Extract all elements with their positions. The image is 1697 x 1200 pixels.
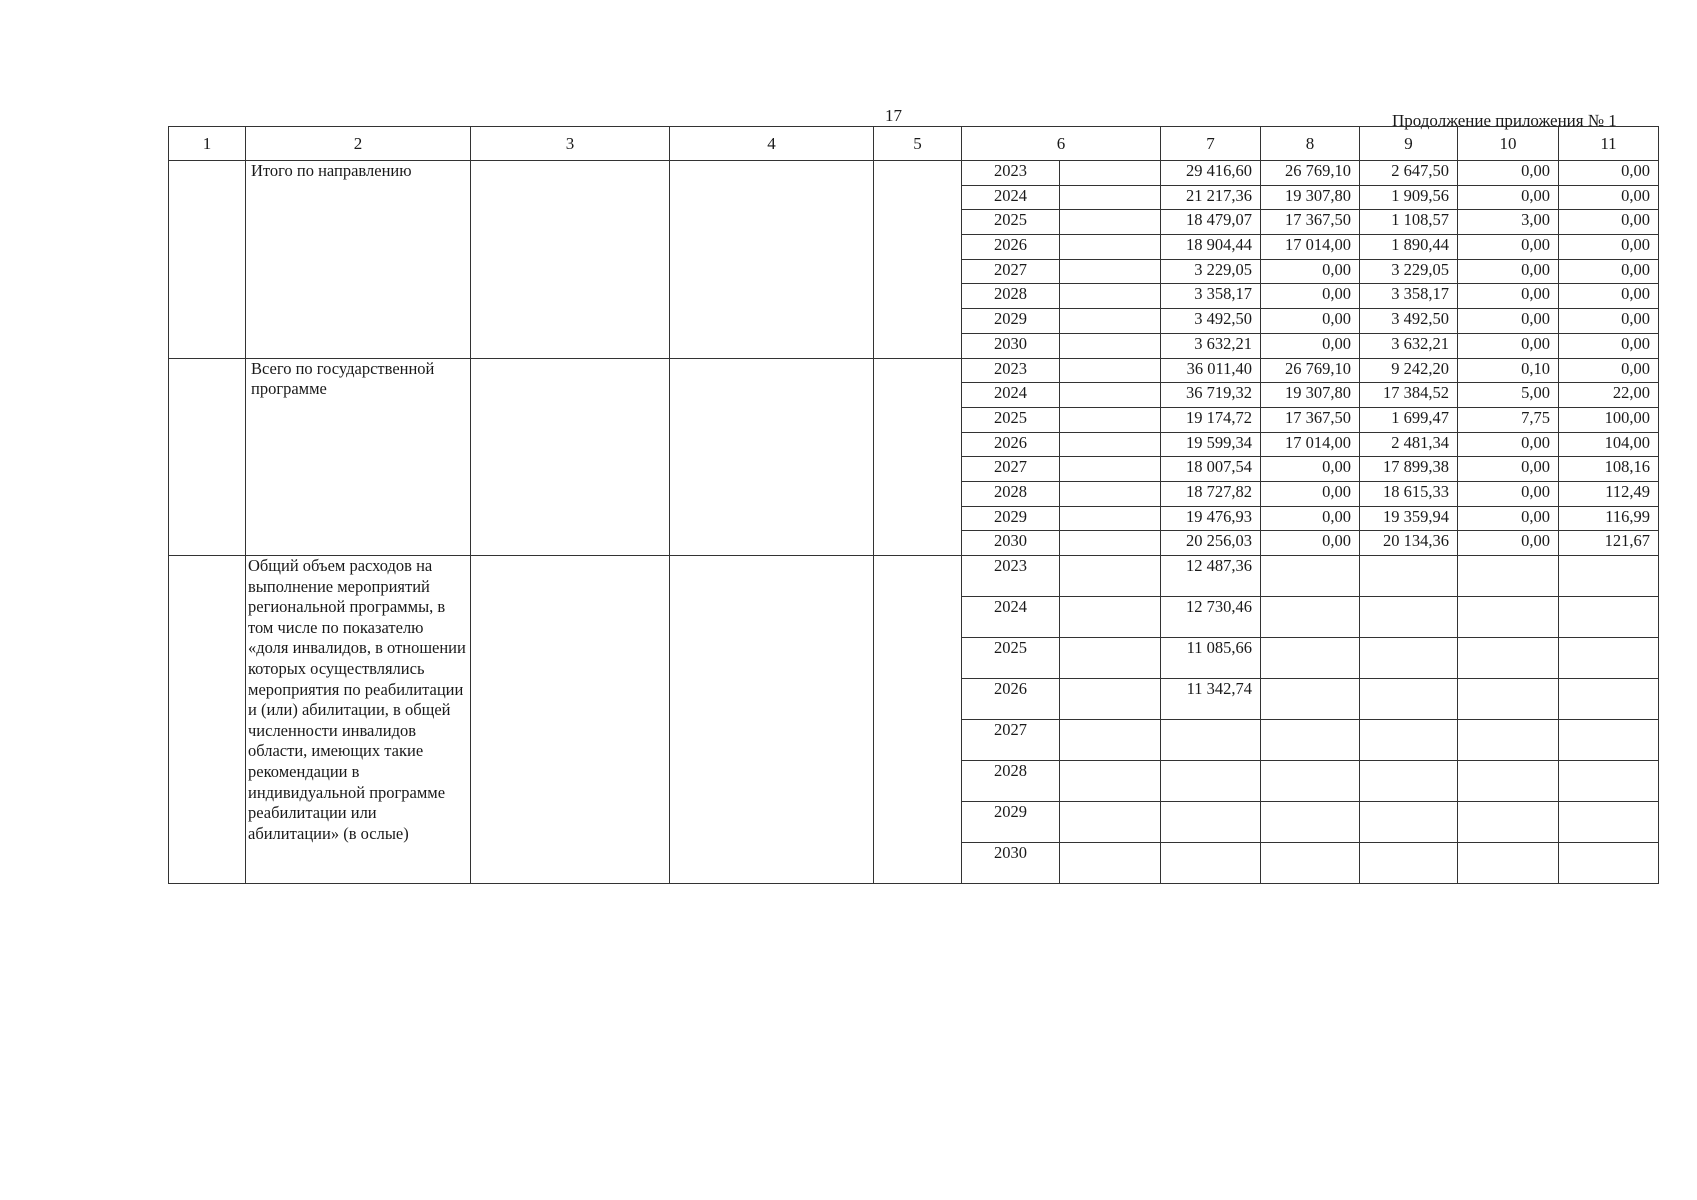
column-header: 9 xyxy=(1360,127,1458,161)
year-cell: 2024 xyxy=(962,383,1060,408)
value-cell-c11: 112,49 xyxy=(1559,481,1659,506)
column-header: 3 xyxy=(471,127,670,161)
cell-col-1 xyxy=(169,358,246,556)
value-cell-c9 xyxy=(1360,638,1458,679)
cell-col-6b xyxy=(1060,235,1161,260)
value-cell-c7: 21 217,36 xyxy=(1161,185,1261,210)
cell-col-3 xyxy=(471,358,670,556)
value-cell-c9: 18 615,33 xyxy=(1360,481,1458,506)
value-cell-c10: 7,75 xyxy=(1458,407,1559,432)
value-cell-c11: 0,00 xyxy=(1559,309,1659,334)
value-cell-c7: 11 342,74 xyxy=(1161,679,1261,720)
value-cell-c9: 2 647,50 xyxy=(1360,161,1458,186)
value-cell-c10: 0,00 xyxy=(1458,481,1559,506)
value-cell-c7 xyxy=(1161,761,1261,802)
year-cell: 2025 xyxy=(962,638,1060,679)
value-cell-c7: 36 719,32 xyxy=(1161,383,1261,408)
value-cell-c11: 22,00 xyxy=(1559,383,1659,408)
cell-col-3 xyxy=(471,161,670,359)
year-cell: 2024 xyxy=(962,597,1060,638)
year-cell: 2023 xyxy=(962,556,1060,597)
value-cell-c11: 104,00 xyxy=(1559,432,1659,457)
value-cell-c10: 0,00 xyxy=(1458,284,1559,309)
value-cell-c7: 11 085,66 xyxy=(1161,638,1261,679)
column-header-row xyxy=(169,127,1659,161)
section-label: Общий объем расходов на выполнение мероприятий региональной программы, в том числе по показателю «доля инвалидов, в отношении которых осуществлялись мероприятия по реабилитации и (или) абилитации, в общей численности инвалидов области, имеющих такие рекомендации в индивидуальной программе реабилитации или абилитации» (в ослые) xyxy=(246,556,471,884)
value-cell-c10: 0,00 xyxy=(1458,457,1559,482)
year-cell: 2028 xyxy=(962,761,1060,802)
cell-col-6b xyxy=(1060,556,1161,597)
value-cell-c10: 0,00 xyxy=(1458,161,1559,186)
value-cell-c11 xyxy=(1559,638,1659,679)
value-cell-c11: 100,00 xyxy=(1559,407,1659,432)
cell-col-3 xyxy=(471,556,670,884)
value-cell-c11: 108,16 xyxy=(1559,457,1659,482)
cell-col-6b xyxy=(1060,761,1161,802)
value-cell-c9: 1 890,44 xyxy=(1360,235,1458,260)
cell-col-6b xyxy=(1060,638,1161,679)
value-cell-c7 xyxy=(1161,720,1261,761)
value-cell-c8: 19 307,80 xyxy=(1261,185,1360,210)
page-number: 17 xyxy=(885,106,902,125)
value-cell-c8: 0,00 xyxy=(1261,481,1360,506)
value-cell-c11 xyxy=(1559,802,1659,843)
cell-col-4 xyxy=(670,161,874,359)
value-cell-c10 xyxy=(1458,843,1559,884)
value-cell-c11: 116,99 xyxy=(1559,506,1659,531)
value-cell-c11: 0,00 xyxy=(1559,358,1659,383)
cell-col-6b xyxy=(1060,185,1161,210)
value-cell-c7: 3 632,21 xyxy=(1161,333,1261,358)
year-cell: 2029 xyxy=(962,309,1060,334)
value-cell-c10: 0,00 xyxy=(1458,506,1559,531)
cell-col-6b xyxy=(1060,597,1161,638)
value-cell-c8 xyxy=(1261,720,1360,761)
value-cell-c11: 0,00 xyxy=(1559,333,1659,358)
value-cell-c11: 0,00 xyxy=(1559,210,1659,235)
cell-col-6b xyxy=(1060,333,1161,358)
table-row xyxy=(169,556,1659,597)
year-cell: 2027 xyxy=(962,457,1060,482)
value-cell-c7 xyxy=(1161,843,1261,884)
value-cell-c9: 17 384,52 xyxy=(1360,383,1458,408)
column-header: 6 xyxy=(962,127,1161,161)
value-cell-c7: 12 487,36 xyxy=(1161,556,1261,597)
year-cell: 2028 xyxy=(962,481,1060,506)
year-cell: 2023 xyxy=(962,358,1060,383)
cell-col-6b xyxy=(1060,284,1161,309)
value-cell-c11: 121,67 xyxy=(1559,531,1659,556)
value-cell-c10 xyxy=(1458,802,1559,843)
value-cell-c10: 0,00 xyxy=(1458,235,1559,260)
cell-col-6b xyxy=(1060,383,1161,408)
value-cell-c9: 3 632,21 xyxy=(1360,333,1458,358)
value-cell-c10: 0,00 xyxy=(1458,531,1559,556)
value-cell-c8 xyxy=(1261,556,1360,597)
year-cell: 2030 xyxy=(962,843,1060,884)
value-cell-c8: 19 307,80 xyxy=(1261,383,1360,408)
value-cell-c8: 0,00 xyxy=(1261,531,1360,556)
section-label: Итого по направлению xyxy=(246,161,471,359)
year-cell: 2029 xyxy=(962,802,1060,843)
column-header: 10 xyxy=(1458,127,1559,161)
value-cell-c10 xyxy=(1458,638,1559,679)
value-cell-c9: 9 242,20 xyxy=(1360,358,1458,383)
cell-col-6b xyxy=(1060,679,1161,720)
value-cell-c8 xyxy=(1261,761,1360,802)
value-cell-c11 xyxy=(1559,720,1659,761)
value-cell-c8: 26 769,10 xyxy=(1261,161,1360,186)
value-cell-c8: 0,00 xyxy=(1261,284,1360,309)
value-cell-c7: 20 256,03 xyxy=(1161,531,1261,556)
year-cell: 2027 xyxy=(962,720,1060,761)
cell-col-6b xyxy=(1060,358,1161,383)
cell-col-6b xyxy=(1060,457,1161,482)
value-cell-c9 xyxy=(1360,843,1458,884)
value-cell-c7: 36 011,40 xyxy=(1161,358,1261,383)
cell-col-6b xyxy=(1060,309,1161,334)
column-header: 4 xyxy=(670,127,874,161)
cell-col-6b xyxy=(1060,720,1161,761)
year-cell: 2030 xyxy=(962,531,1060,556)
value-cell-c10: 5,00 xyxy=(1458,383,1559,408)
value-cell-c10 xyxy=(1458,597,1559,638)
year-cell: 2030 xyxy=(962,333,1060,358)
table-row xyxy=(169,358,1659,383)
value-cell-c9: 20 134,36 xyxy=(1360,531,1458,556)
value-cell-c8: 17 014,00 xyxy=(1261,432,1360,457)
value-cell-c8: 17 014,00 xyxy=(1261,235,1360,260)
value-cell-c9: 17 899,38 xyxy=(1360,457,1458,482)
value-cell-c9 xyxy=(1360,597,1458,638)
cell-col-6b xyxy=(1060,481,1161,506)
value-cell-c11: 0,00 xyxy=(1559,259,1659,284)
value-cell-c9 xyxy=(1360,761,1458,802)
year-cell: 2027 xyxy=(962,259,1060,284)
value-cell-c8 xyxy=(1261,802,1360,843)
value-cell-c9: 1 108,57 xyxy=(1360,210,1458,235)
value-cell-c7: 3 229,05 xyxy=(1161,259,1261,284)
value-cell-c11 xyxy=(1559,843,1659,884)
cell-col-6b xyxy=(1060,210,1161,235)
cell-col-1 xyxy=(169,161,246,359)
value-cell-c9 xyxy=(1360,720,1458,761)
cell-col-6b xyxy=(1060,161,1161,186)
value-cell-c7: 3 492,50 xyxy=(1161,309,1261,334)
value-cell-c10: 0,00 xyxy=(1458,333,1559,358)
cell-col-6b xyxy=(1060,802,1161,843)
section-label: Всего по государственной программе xyxy=(246,358,471,556)
value-cell-c10: 3,00 xyxy=(1458,210,1559,235)
cell-col-6b xyxy=(1060,407,1161,432)
value-cell-c7: 18 904,44 xyxy=(1161,235,1261,260)
column-header: 2 xyxy=(246,127,471,161)
value-cell-c9: 3 492,50 xyxy=(1360,309,1458,334)
cell-col-5 xyxy=(874,161,962,359)
year-cell: 2024 xyxy=(962,185,1060,210)
value-cell-c11 xyxy=(1559,556,1659,597)
year-cell: 2029 xyxy=(962,506,1060,531)
cell-col-6b xyxy=(1060,432,1161,457)
year-cell: 2028 xyxy=(962,284,1060,309)
value-cell-c7: 18 727,82 xyxy=(1161,481,1261,506)
value-cell-c8: 26 769,10 xyxy=(1261,358,1360,383)
value-cell-c9 xyxy=(1360,556,1458,597)
value-cell-c7: 12 730,46 xyxy=(1161,597,1261,638)
value-cell-c8: 0,00 xyxy=(1261,259,1360,284)
cell-col-6b xyxy=(1060,843,1161,884)
value-cell-c9: 2 481,34 xyxy=(1360,432,1458,457)
value-cell-c10 xyxy=(1458,720,1559,761)
column-header: 5 xyxy=(874,127,962,161)
value-cell-c11 xyxy=(1559,761,1659,802)
value-cell-c9 xyxy=(1360,679,1458,720)
value-cell-c9: 19 359,94 xyxy=(1360,506,1458,531)
year-cell: 2025 xyxy=(962,407,1060,432)
cell-col-6b xyxy=(1060,259,1161,284)
cell-col-1 xyxy=(169,556,246,884)
value-cell-c7: 19 476,93 xyxy=(1161,506,1261,531)
value-cell-c8: 0,00 xyxy=(1261,506,1360,531)
value-cell-c8: 0,00 xyxy=(1261,457,1360,482)
value-cell-c9 xyxy=(1360,802,1458,843)
value-cell-c10 xyxy=(1458,556,1559,597)
value-cell-c11: 0,00 xyxy=(1559,284,1659,309)
value-cell-c11 xyxy=(1559,597,1659,638)
cell-col-4 xyxy=(670,556,874,884)
value-cell-c10: 0,00 xyxy=(1458,432,1559,457)
value-cell-c10 xyxy=(1458,679,1559,720)
year-cell: 2026 xyxy=(962,679,1060,720)
value-cell-c10: 0,00 xyxy=(1458,309,1559,334)
value-cell-c9: 3 229,05 xyxy=(1360,259,1458,284)
value-cell-c11: 0,00 xyxy=(1559,161,1659,186)
value-cell-c7: 29 416,60 xyxy=(1161,161,1261,186)
cell-col-6b xyxy=(1060,506,1161,531)
value-cell-c11: 0,00 xyxy=(1559,235,1659,260)
year-cell: 2023 xyxy=(962,161,1060,186)
year-cell: 2026 xyxy=(962,235,1060,260)
value-cell-c8: 0,00 xyxy=(1261,333,1360,358)
year-cell: 2025 xyxy=(962,210,1060,235)
value-cell-c10: 0,00 xyxy=(1458,185,1559,210)
value-cell-c11 xyxy=(1559,679,1659,720)
value-cell-c11: 0,00 xyxy=(1559,185,1659,210)
value-cell-c9: 1 699,47 xyxy=(1360,407,1458,432)
cell-col-6b xyxy=(1060,531,1161,556)
cell-col-5 xyxy=(874,358,962,556)
value-cell-c8: 17 367,50 xyxy=(1261,210,1360,235)
value-cell-c7: 19 599,34 xyxy=(1161,432,1261,457)
value-cell-c9: 1 909,56 xyxy=(1360,185,1458,210)
year-cell: 2026 xyxy=(962,432,1060,457)
value-cell-c8: 17 367,50 xyxy=(1261,407,1360,432)
value-cell-c7: 3 358,17 xyxy=(1161,284,1261,309)
value-cell-c7: 19 174,72 xyxy=(1161,407,1261,432)
table-row xyxy=(169,161,1659,186)
cell-col-5 xyxy=(874,556,962,884)
value-cell-c7 xyxy=(1161,802,1261,843)
value-cell-c10: 0,10 xyxy=(1458,358,1559,383)
column-header: 11 xyxy=(1559,127,1659,161)
value-cell-c7: 18 007,54 xyxy=(1161,457,1261,482)
value-cell-c8 xyxy=(1261,843,1360,884)
value-cell-c10 xyxy=(1458,761,1559,802)
column-header: 7 xyxy=(1161,127,1261,161)
cell-col-4 xyxy=(670,358,874,556)
continuation-label: Продолжение приложения № 1 xyxy=(1392,111,1617,130)
value-cell-c9: 3 358,17 xyxy=(1360,284,1458,309)
value-cell-c7: 18 479,07 xyxy=(1161,210,1261,235)
column-header: 1 xyxy=(169,127,246,161)
budget-table xyxy=(168,126,1659,884)
column-header: 8 xyxy=(1261,127,1360,161)
value-cell-c10: 0,00 xyxy=(1458,259,1559,284)
value-cell-c8 xyxy=(1261,597,1360,638)
value-cell-c8 xyxy=(1261,638,1360,679)
value-cell-c8 xyxy=(1261,679,1360,720)
value-cell-c8: 0,00 xyxy=(1261,309,1360,334)
